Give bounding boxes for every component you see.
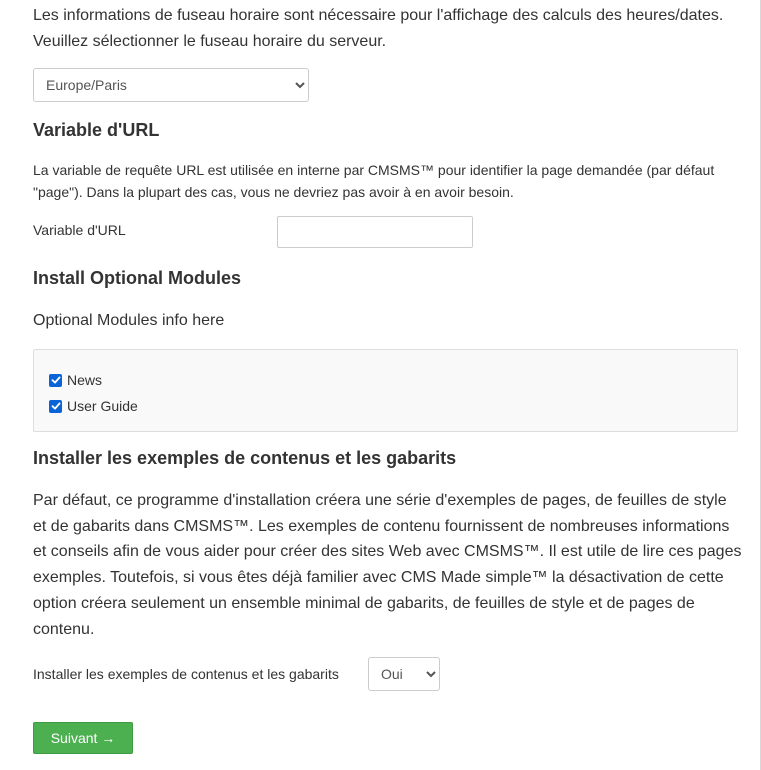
timezone-select[interactable]: [33, 68, 309, 102]
module-user-guide-label: User Guide: [67, 398, 138, 414]
sample-content-label: Installer les exemples de contenus et les gabarits: [33, 666, 339, 682]
check-icon: [51, 375, 61, 385]
sample-content-select[interactable]: [368, 657, 440, 691]
check-icon: [51, 401, 61, 411]
next-button[interactable]: Suivant →: [33, 722, 133, 754]
sample-content-description: Par défaut, ce programme d'installation créera une série d'exemples de pages, de feuilles de style et de gabarits dans CMSMS™. Les exemples de contenu fournissent de nombreuses informations et conseils afin de vous aider pour créer des sites Web avec CMSMS™. Il est utile de lire ces pages exemples. Toutefois, si vous êtes déjà familier avec CMS Made simple™ la désactivation de cette option créera seulement un ensemble minimal de gabarits, de feuilles de style et de pages de contenu.: [33, 492, 742, 638]
module-news-checkbox[interactable]: [49, 374, 62, 387]
module-user-guide-checkbox[interactable]: [49, 400, 62, 413]
url-variable-heading: Variable d'URL: [33, 120, 160, 140]
url-variable-input[interactable]: [277, 216, 473, 248]
optional-modules-heading: Install Optional Modules: [33, 268, 242, 288]
module-news-row[interactable]: [49, 370, 102, 390]
sample-content-heading: Installer les exemples de contenus et les gabarits: [33, 448, 457, 468]
url-variable-label: Variable d'URL: [33, 222, 126, 238]
optional-modules-box: [33, 349, 738, 432]
timezone-intro: Les informations de fuseau horaire sont nécessaire pour l'affichage des calculs des heures/dates. Veuillez sélectionner le fuseau horaire du serveur.: [33, 7, 724, 50]
url-variable-description: La variable de requête URL est utilisée en interne par CMSMS™ pour identifier la page demandée (par défaut "page"). Dans la plupart des cas, vous ne devriez pas avoir à en avoir besoin.: [33, 162, 715, 200]
module-news-label: News: [67, 372, 103, 388]
optional-modules-info: Optional Modules info here: [33, 312, 225, 329]
module-user-guide-row[interactable]: [49, 396, 138, 416]
